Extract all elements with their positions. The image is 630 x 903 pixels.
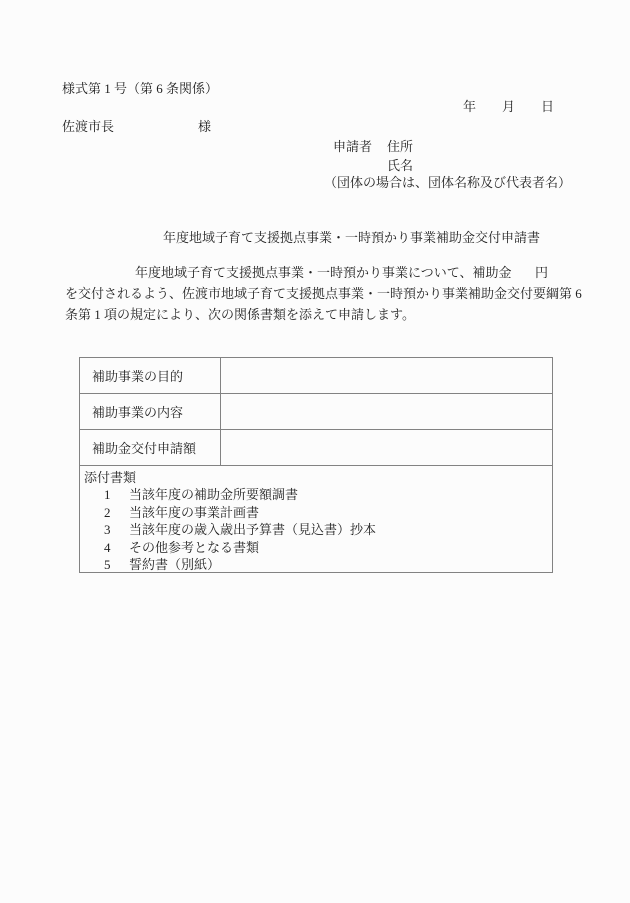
attachment-text: その他参考となる書類 [129,539,260,555]
body-line-1: 年度地域子育て支援拠点事業・一時預かり事業について、補助金 [135,265,512,280]
attachment-text: 当該年度の事業計画書 [129,504,260,520]
attachment-item [84,504,546,521]
attachment-text: 誓約書（別紙） [129,557,221,573]
body-line-2: を交付されるよう、佐渡市地域子育て支援拠点事業・一時預かり事業補助金交付要綱第 6 [65,286,582,301]
row-label-purpose: 補助事業の目的 [80,358,221,393]
attachment-number: 2 [104,504,111,520]
attachment-text: 当該年度の歳入歳出予算書（見込書）抄本 [129,522,377,538]
attachments-cell [80,466,552,572]
row-value-purpose [221,358,552,393]
addressee-honorific: 様 [198,119,212,134]
attachment-item [84,486,546,503]
attachments-header: 添付書類 [84,470,137,485]
row-label-amount: 補助金交付申請額 [80,430,221,465]
attachment-number: 4 [104,539,111,555]
addressee: 佐渡市長 [62,119,115,134]
applicant-label: 申請者 [333,139,373,154]
attachment-item [84,539,546,556]
date-line: 年 月 日 [463,99,555,114]
row-value-amount [221,430,552,465]
attachment-item [84,521,546,538]
form-number: 様式第 1 号（第 6 条関係） [62,81,219,96]
table-row-purpose [80,358,552,394]
attachment-item [84,556,546,573]
amount-unit-label: 円 [535,265,549,280]
document-title: 年度地域子育て支援拠点事業・一時預かり事業補助金交付申請書 [163,230,541,245]
applicant-address-label: 住所 [387,139,414,154]
attachment-number: 1 [104,487,111,503]
subsidy-form-table [79,357,553,573]
attachment-number: 5 [104,557,111,573]
body-line-3: 条第 1 項の規定により、次の関係書類を添えて申請します。 [65,307,415,322]
table-row-amount [80,430,552,466]
attachment-number: 3 [104,522,111,538]
organization-note: （団体の場合は、団体名称及び代表者名） [324,175,572,190]
applicant-name-label: 氏名 [387,158,414,173]
table-row-content [80,394,552,430]
row-value-content [221,394,552,429]
attachment-text: 当該年度の補助金所要額調書 [129,487,299,503]
row-label-content: 補助事業の内容 [80,394,221,429]
